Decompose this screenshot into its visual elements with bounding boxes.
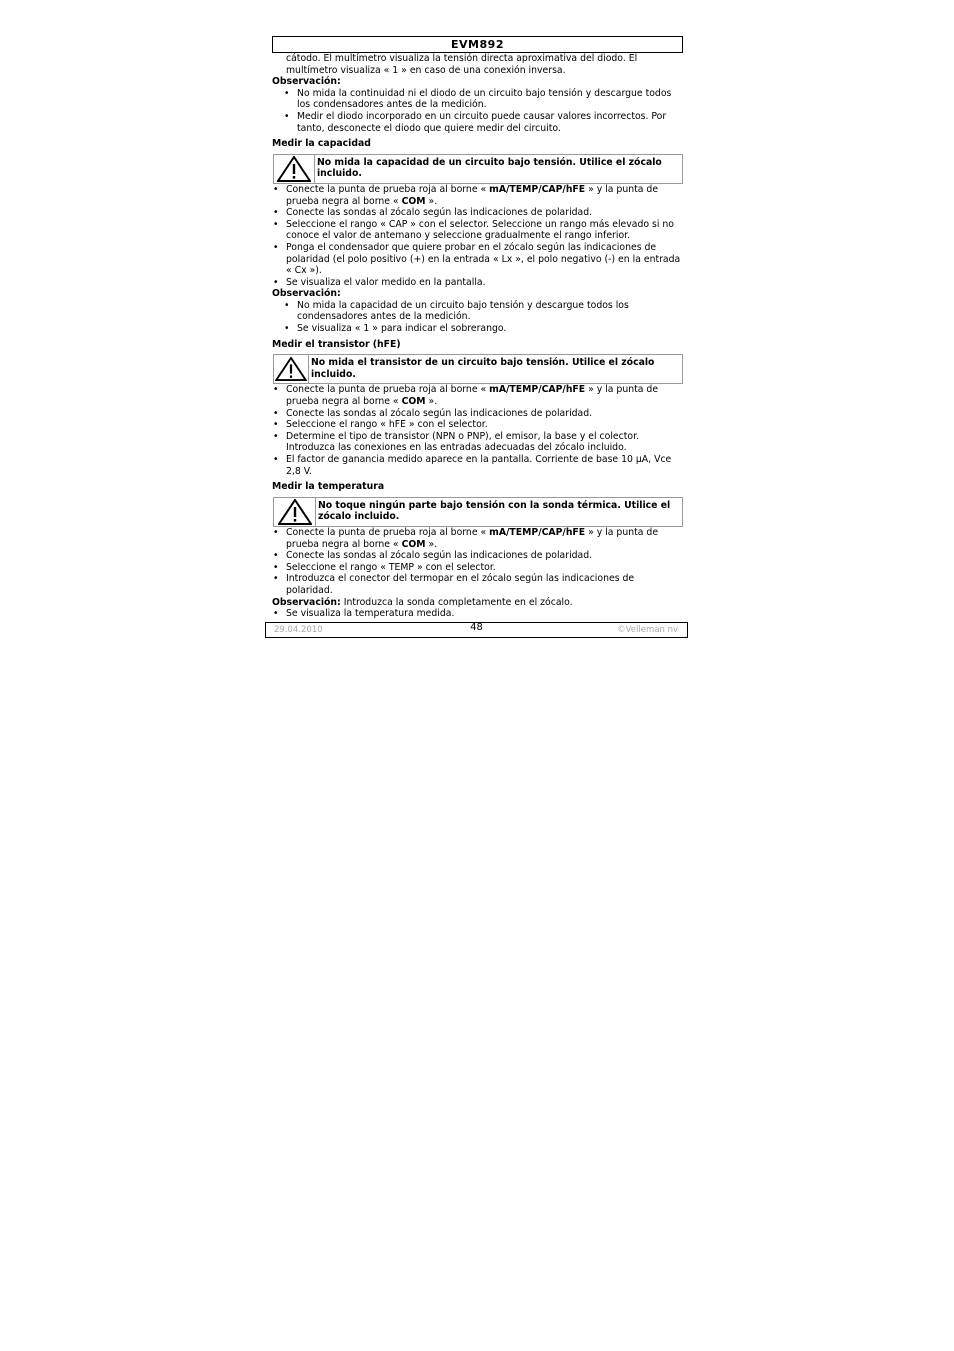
- list-item: • Conecte la punta de prueba roja al borne « mA/TEMP/CAP/hFE » y la punta de prueba negra al borne « COM ».: [272, 527, 683, 550]
- warning-text-temp: No toque ningún parte bajo tensión con la sonda térmica. Utilice el zócalo incluido.: [318, 499, 671, 523]
- cap-obs-list: [272, 300, 683, 335]
- warning-box-hfe: [273, 354, 683, 384]
- warning-triangle-icon: [274, 155, 315, 183]
- warning-text-cap: No mida la capacidad de un circuito bajo tensión. Utilice el zócalo incluido.: [317, 156, 662, 180]
- obs1-label: Observación:: [272, 76, 341, 88]
- cap-obs-label: Observación:: [272, 288, 341, 300]
- list-item: • Conecte las sondas al zócalo según las indicaciones de polaridad.: [272, 207, 683, 219]
- warning-triangle-icon: [274, 498, 316, 526]
- intro-line-1: cátodo. El multímetro visualiza la tensión directa aproximativa del diodo. El: [286, 53, 638, 64]
- intro-line-2: multímetro visualiza « 1 » en caso de una conexión inversa.: [286, 64, 566, 76]
- list-item: • Conecte la punta de prueba roja al borne « mA/TEMP/CAP/hFE » y la punta de prueba negra al borne « COM ».: [272, 384, 683, 407]
- manual-page: [272, 36, 683, 620]
- list-item: • Introduzca el conector del termopar en el zócalo según las indicaciones de polaridad.: [272, 573, 683, 596]
- list-item: • Determine el tipo de transistor (NPN o PNP), el emisor, la base y el colector. Introduzca las conexiones en las entradas adecuadas del zócalo incluido.: [272, 431, 683, 454]
- list-item: • No mida la continuidad ni el diodo de un circuito bajo tensión y descargue todos los condensadores antes de la medición.: [272, 88, 683, 111]
- list-item: • Seleccione el rango « TEMP » con el selector.: [272, 562, 683, 574]
- obs1-list: [272, 88, 683, 134]
- list-item: • Se visualiza el valor medido en la pantalla.: [272, 277, 683, 289]
- warning-box-temp: [273, 497, 683, 527]
- list-item: • Seleccione el rango « hFE » con el selector.: [272, 419, 683, 431]
- cap-list: [272, 184, 683, 288]
- list-item: • Conecte las sondas al zócalo según las indicaciones de polaridad.: [272, 550, 683, 562]
- list-item: • Conecte las sondas al zócalo según las indicaciones de polaridad.: [272, 408, 683, 420]
- list-item: • Seleccione el rango « CAP » con el selector. Seleccione un rango más elevado si no conoce el valor de antemano y seleccione gradualmente el rango inferior.: [272, 219, 683, 242]
- page-footer: [265, 622, 688, 638]
- hfe-list: [272, 384, 683, 477]
- temp-list: [272, 527, 683, 597]
- list-item: • Medir el diodo incorporado en un circuito puede causar valores incorrectos. Por tanto, desconecte el diodo que quiere medir del circuito.: [272, 111, 683, 134]
- section-title-temp: Medir la temperatura: [272, 481, 385, 493]
- list-item: • Ponga el condensador que quiere probar en el zócalo según las indicaciones de polaridad (el polo positivo (+) en la entrada « Lx », el polo negativo (-) en la entrada « Cx »).: [272, 242, 683, 277]
- list-item: • Conecte la punta de prueba roja al borne « mA/TEMP/CAP/hFE » y la punta de prueba negra al borne « COM ».: [272, 184, 683, 207]
- warning-box-cap: [273, 154, 683, 184]
- page-number: 48: [470, 622, 483, 633]
- section-title-hfe: Medir el transistor (hFE): [272, 338, 401, 350]
- list-item: • No mida la capacidad de un circuito bajo tensión y descargue todos los condensadores antes de la medición.: [272, 300, 683, 323]
- list-item: • Se visualiza la temperatura medida.: [272, 608, 683, 620]
- list-item: • El factor de ganancia medido aparece en la pantalla. Corriente de base 10 µA, Vce 2,8 V.: [272, 454, 683, 477]
- warning-text-hfe: No mida el transistor de un circuito bajo tensión. Utilice el zócalo incluido.: [311, 357, 655, 380]
- footer-date: 29.04.2010: [274, 625, 323, 635]
- section-title-cap: Medir la capacidad: [272, 138, 371, 150]
- page-header: EVM892: [272, 36, 683, 53]
- list-item: • Se visualiza « 1 » para indicar el sobrerango.: [272, 323, 683, 335]
- temp-last-list: [272, 608, 683, 620]
- temp-obs: Observación: Introduzca la sonda completamente en el zócalo.: [272, 596, 573, 608]
- footer-copyright: ©Velleman nv: [617, 625, 678, 635]
- warning-triangle-icon: [274, 355, 309, 383]
